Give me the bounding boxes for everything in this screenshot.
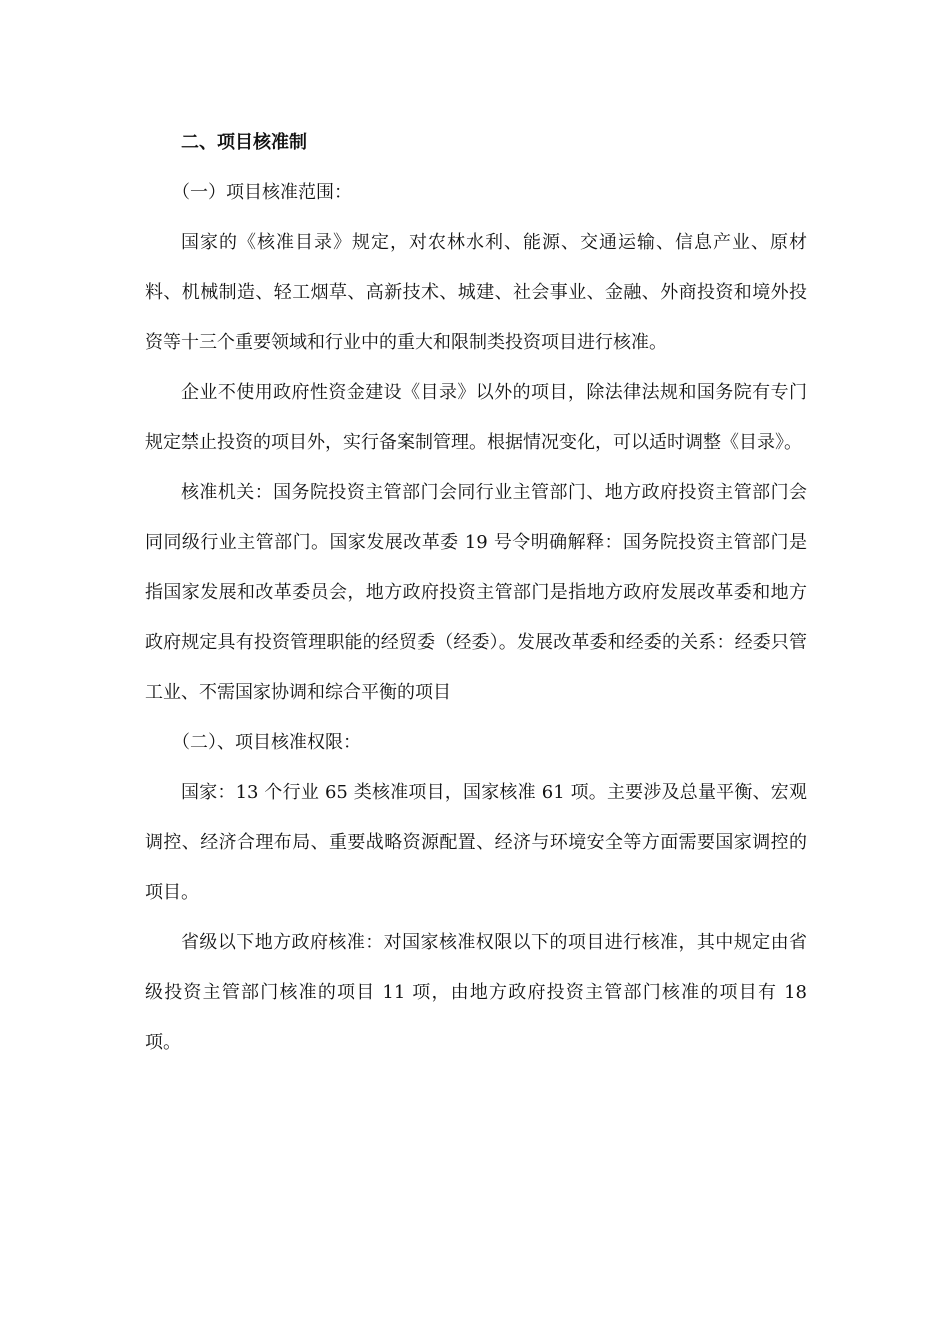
- section-title: 二、项目核准制: [181, 132, 307, 153]
- subsection-title-authority: （二）、项目核准权限：: [172, 732, 361, 753]
- paragraph-national-approval: 国家：13 个行业 65 类核准项目，国家核准 61 项。主要涉及总量平衡、宏观调控、经济合理布局、重要战略资源配置、经济与环境安全等方面需要国家调控的项目。: [145, 782, 807, 903]
- subsection-title-scope: （一）项目核准范围：: [172, 182, 352, 203]
- document-body: [145, 118, 807, 1068]
- paragraph-catalog-scope: 国家的《核准目录》规定，对农林水利、能源、交通运输、信息产业、原材料、机械制造、轻工烟草、高新技术、城建、社会事业、金融、外商投资和境外投资等十三个重要领域和行业中的重大和限制类投资项目进行核准。: [145, 232, 807, 353]
- paragraph-local-approval: 省级以下地方政府核准：对国家核准权限以下的项目进行核准，其中规定由省级投资主管部门核准的项目 11 项，由地方政府投资主管部门核准的项目有 18 项。: [145, 932, 807, 1053]
- paragraph-approval-authority: 核准机关：国务院投资主管部门会同行业主管部门、地方政府投资主管部门会同同级行业主管部门。国家发展改革委 19 号令明确解释：国务院投资主管部门是指国家发展和改革委员会，地方政府投资主管部门是指地方政府发展改革委和地方政府规定具有投资管理职能的经贸委（经委）。发展改革委和经委的关系：经委只管工业、不需国家协调和综合平衡的项目: [145, 482, 807, 703]
- paragraph-filing-management: 企业不使用政府性资金建设《目录》以外的项目，除法律法规和国务院有专门规定禁止投资的项目外，实行备案制管理。根据情况变化，可以适时调整《目录》。: [145, 382, 807, 453]
